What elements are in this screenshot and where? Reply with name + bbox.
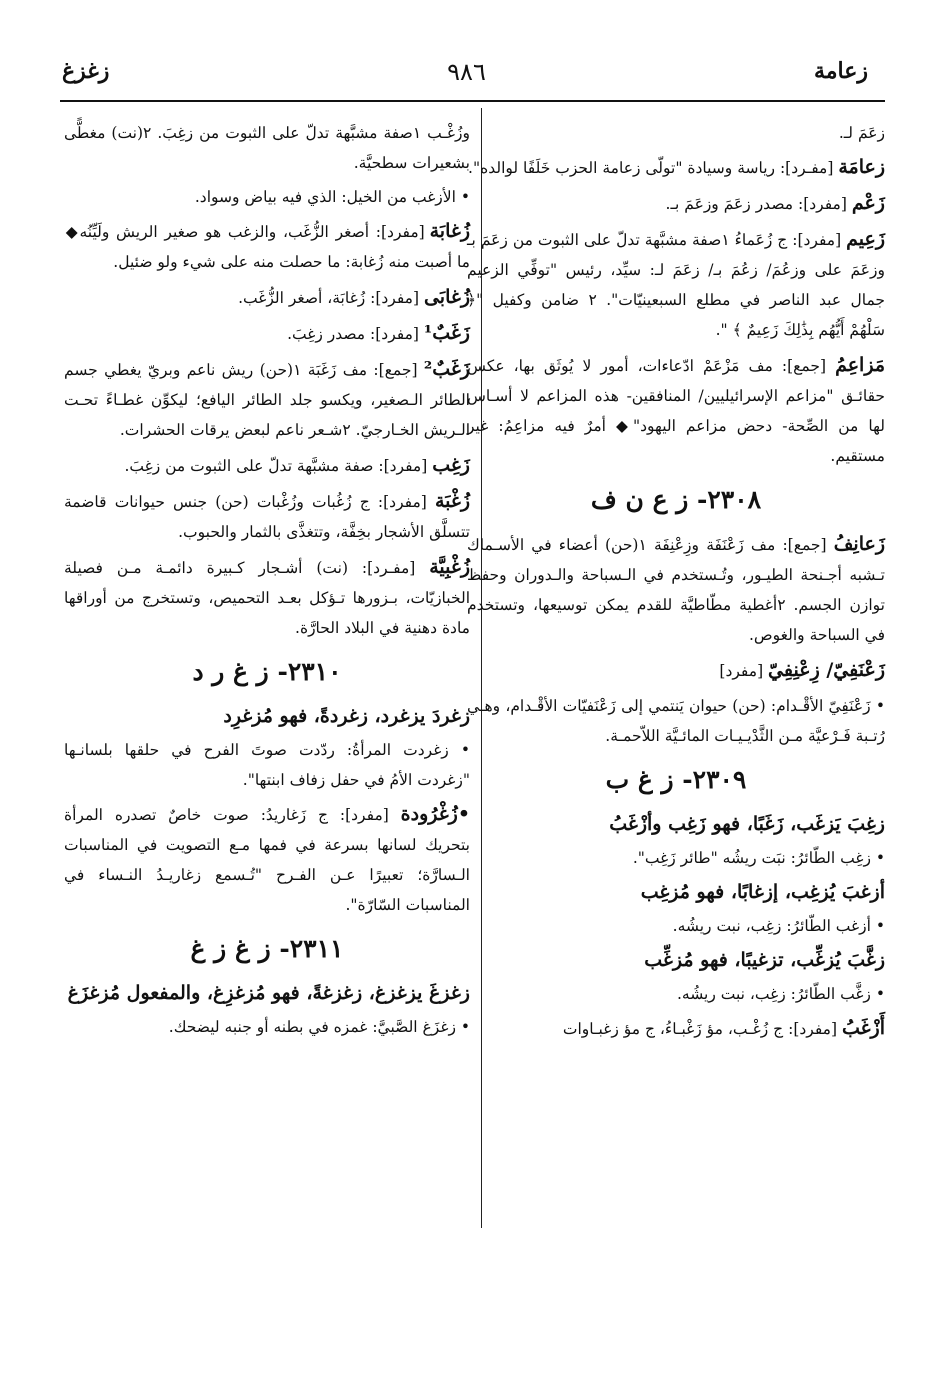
dictionary-entry: [467, 350, 885, 471]
definition-line: • زغِب الطّائرُ: نبَت ريشُه "طائر زَغِب".: [632, 849, 885, 867]
page-number: ٩٨٦: [447, 58, 486, 86]
headword: زَعانِفُ: [833, 533, 885, 555]
dictionary-entry: [467, 655, 885, 686]
headword: مَزاعِمُ: [835, 354, 885, 376]
dictionary-entry: [467, 188, 885, 219]
definition-text: [مفرد]: ج زُغْـب، مؤ زَغْبـاءُ، ج مؤ زغبـاوات: [562, 1020, 842, 1038]
definition-line: وزُغْـب ١صفة مشبَّهة تدلّ على الثبوت من زغِبَ. ٢(نت) مغطًّى بشعيرات سطحيَّة.: [64, 124, 470, 172]
headword: •زُغْرُودة: [400, 803, 470, 825]
definition-text: [مفرد]: [719, 662, 769, 680]
definition-text: [مفرد]: زُغابَة، أصغر الزُّغَب.: [238, 289, 424, 307]
dictionary-entry: [64, 799, 470, 920]
definition-text: [جمع]: مف زَغَبَة ١(حن) ريش ناعم وبريّ يغطي جسم الطائر الـصغير، ويكسو جلد الطائر اليافع؛ ليكوِّن غطـاءً تحـت الـريش الخـارجيّ. ٢شـعر ناعم لبعض يرقات الحشرات.: [64, 361, 470, 439]
headword: زَعِيم: [846, 228, 886, 250]
definition-text: [مفرد]: ج زَغاريدُ: صوت خاصٌ تصدره المرأة بتحريك لسانها بسرعة في فمها مـع التصويت في المناسبات الـسارَّة؛ تعبيرًا عـن الفـرح "تُـسمع زغاريـدُ النـساء في المناسبات السّارّة".: [64, 806, 470, 914]
header-left-keyword: زغزغ: [62, 58, 110, 84]
dictionary-entry: [467, 1013, 885, 1044]
definition-line: • زغزَغ الصَّبيَّ: غمزه في بطنه أو جنبه ليضحك.: [168, 1018, 470, 1036]
verb-conjugation: زغَّبَ يُزغِّب، تزغيبًا، فهو مُزغِّب: [644, 949, 885, 971]
definition-line: زعَمَ لـ.: [838, 124, 885, 142]
header-rule: [60, 100, 885, 102]
dictionary-entry: [467, 529, 885, 650]
dictionary-entry: [64, 216, 470, 277]
dictionary-entry: [467, 152, 885, 183]
right-column: [467, 118, 885, 1049]
definition-text: [جمع]: مف مَزْعَمْ ادّعاءات، أمور لا يُوثَق بها، عكس حقائـق "مزاعم الإسرائيليين/ المنافقين- هذه المزاعم لا أسـاس لها من الصِّحة- دحض مزاعم اليهود"◆ أمرٌ فيه مزاعِمُ: غير مستقيم.: [467, 357, 885, 465]
root-heading: ٢٣٠٨- ز ع ن ف: [590, 485, 762, 514]
root-heading: ٢٣١٠- ز غ ر د: [192, 657, 342, 686]
definition-text: [مفـرد]: رياسة وسيادة "تولّى زعامة الحزب خَلَفًا لوالده".: [468, 159, 839, 177]
dictionary-entry: [64, 318, 470, 349]
headword: زَغَبٌ²: [423, 358, 470, 380]
headword: أَزْغَبُ: [841, 1017, 885, 1039]
header-right-keyword: زعامة: [813, 58, 868, 84]
headword: زُغْبَة: [434, 490, 470, 512]
dictionary-entry: [64, 354, 470, 445]
definition-text: [مفرد]: صفة مشبَّهة تدلّ على الثبوت من زغِبَ.: [124, 457, 433, 475]
definition-line: • أزغب الطّائرُ: زغِب، نبت ريشُه.: [672, 917, 885, 935]
verb-conjugation: زغِبَ يَزغَب، زَغَبًا، فهو زَغِب وأزْغَبُ: [609, 813, 885, 835]
definition-text: [مفرد]: مصدر زغِبَ.: [287, 325, 424, 343]
definition-line: • زغردت المرأةُ: ردّدت صوتَ الفرح في حلقها بلسانـها "زغردت الأمُ في حفل زفاف ابنتها".: [64, 741, 470, 789]
definition-line: • زغَّب الطّائرُ: زغِب، نبت ريشُه.: [676, 985, 885, 1003]
definition-line: • الأزغب من الخيل: الذي فيه بياض وسواد.: [194, 188, 470, 206]
definition-text: [مفرد]: ج زُغُبات وزُغْبات (حن) جنس حيوانات قاضمة تتسلَّق الأشجار بخِفَّة، وتتغذَّى بالثمار والحبوب.: [64, 493, 470, 541]
verb-conjugation: أزغبَ يُزغِب، إزغابًا، فهو مُزغِب: [640, 881, 885, 903]
dictionary-entry: [467, 224, 885, 345]
headword: زُغابَى: [423, 286, 470, 308]
headword: زَغَبٌ¹: [423, 322, 470, 344]
verb-conjugation: زغردَ يزغرد، زغردةً، فهو مُزغرِد: [223, 705, 470, 727]
root-heading: ٢٣١١- ز غ ز غ: [190, 934, 344, 963]
headword: زعامَة: [838, 156, 885, 178]
left-column: [64, 118, 470, 1046]
definition-text: [مفـرد]: (نت) أشـجار كـبيرة دائمـة مـن فصيلة الخبازيّات، بـزورها تـؤكل بعـد التحميص، وتستخرج من أوراقها مادة دهنية في البلاد الحارَّة.: [64, 559, 470, 637]
dictionary-entry: [64, 486, 470, 547]
verb-conjugation: زغزغَ يزغزغ، زغزغةً، فهو مُزغزِغ، والمفعول مُزغزَغ: [67, 982, 470, 1004]
headword: زَعْم: [851, 192, 885, 214]
headword: زُغابَة: [429, 220, 470, 242]
definition-text: [مفرد]: مصدر زعَمَ وزعَمَ بـ.: [665, 195, 852, 213]
definition-text: [مفرد]: ج زُعَماءُ ١صفة مشبَّهة تدلّ على الثبوت من زعَمَ بـ وزعَمَ على وزعُمَ/ زعُمَ بـ/ زعَمَ لـ: سيِّد، رئيس "توفِّي الزعيم جمال عبد الناصر في مطلع السبعينيّات". ٢ ضامن وكفيل "﴿ سَلْهُمْ أَيُّهُم بِذَٰلِكَ زَعِيمٌ ﴾ ".: [467, 231, 885, 339]
headword: زَعْنَفِيّ/ زِعْنِفِيّ: [768, 659, 885, 681]
definition-text: [جمع]: مف زَعْنَفَة وزِعْنِفَة ١(حن) أعضاء في الأسـماك تـشبه أجـنحة الطيـور، وتُـستخدم في الـسباحة والـدوران وحفظ توازن الجسم. ٢أغطية مطّاطيَّة للقدم يمكن توسيعها، وتستخدم في السباحة والغوص.: [467, 536, 885, 644]
headword: زُغْبِيَّة: [429, 556, 470, 578]
root-heading: ٢٣٠٩- ز غ ب: [605, 765, 747, 794]
definition-line: • زَعْنَفِيّ الأقْـدام: (حن) حيوان يَنتمي إلى زَعْنَفيّات الأقْـدام، وهـي رُتـبة فَـرْعيَّة مـن الثَّدْيـيـات المائـيَّة اللاّحمـة.: [467, 697, 885, 745]
definition-text: [مفرد]: أصغر الزُّغَب، والزغب هو صغير الريش ولَيِّنُه◆ ما أصبت منه زُغابة: ما حصلت منه على شيء ولو ضئيل.: [64, 223, 470, 271]
dictionary-entry: [64, 552, 470, 643]
headword: زَغِب: [432, 454, 470, 476]
dictionary-entry: [64, 450, 470, 481]
dictionary-entry: [64, 282, 470, 313]
